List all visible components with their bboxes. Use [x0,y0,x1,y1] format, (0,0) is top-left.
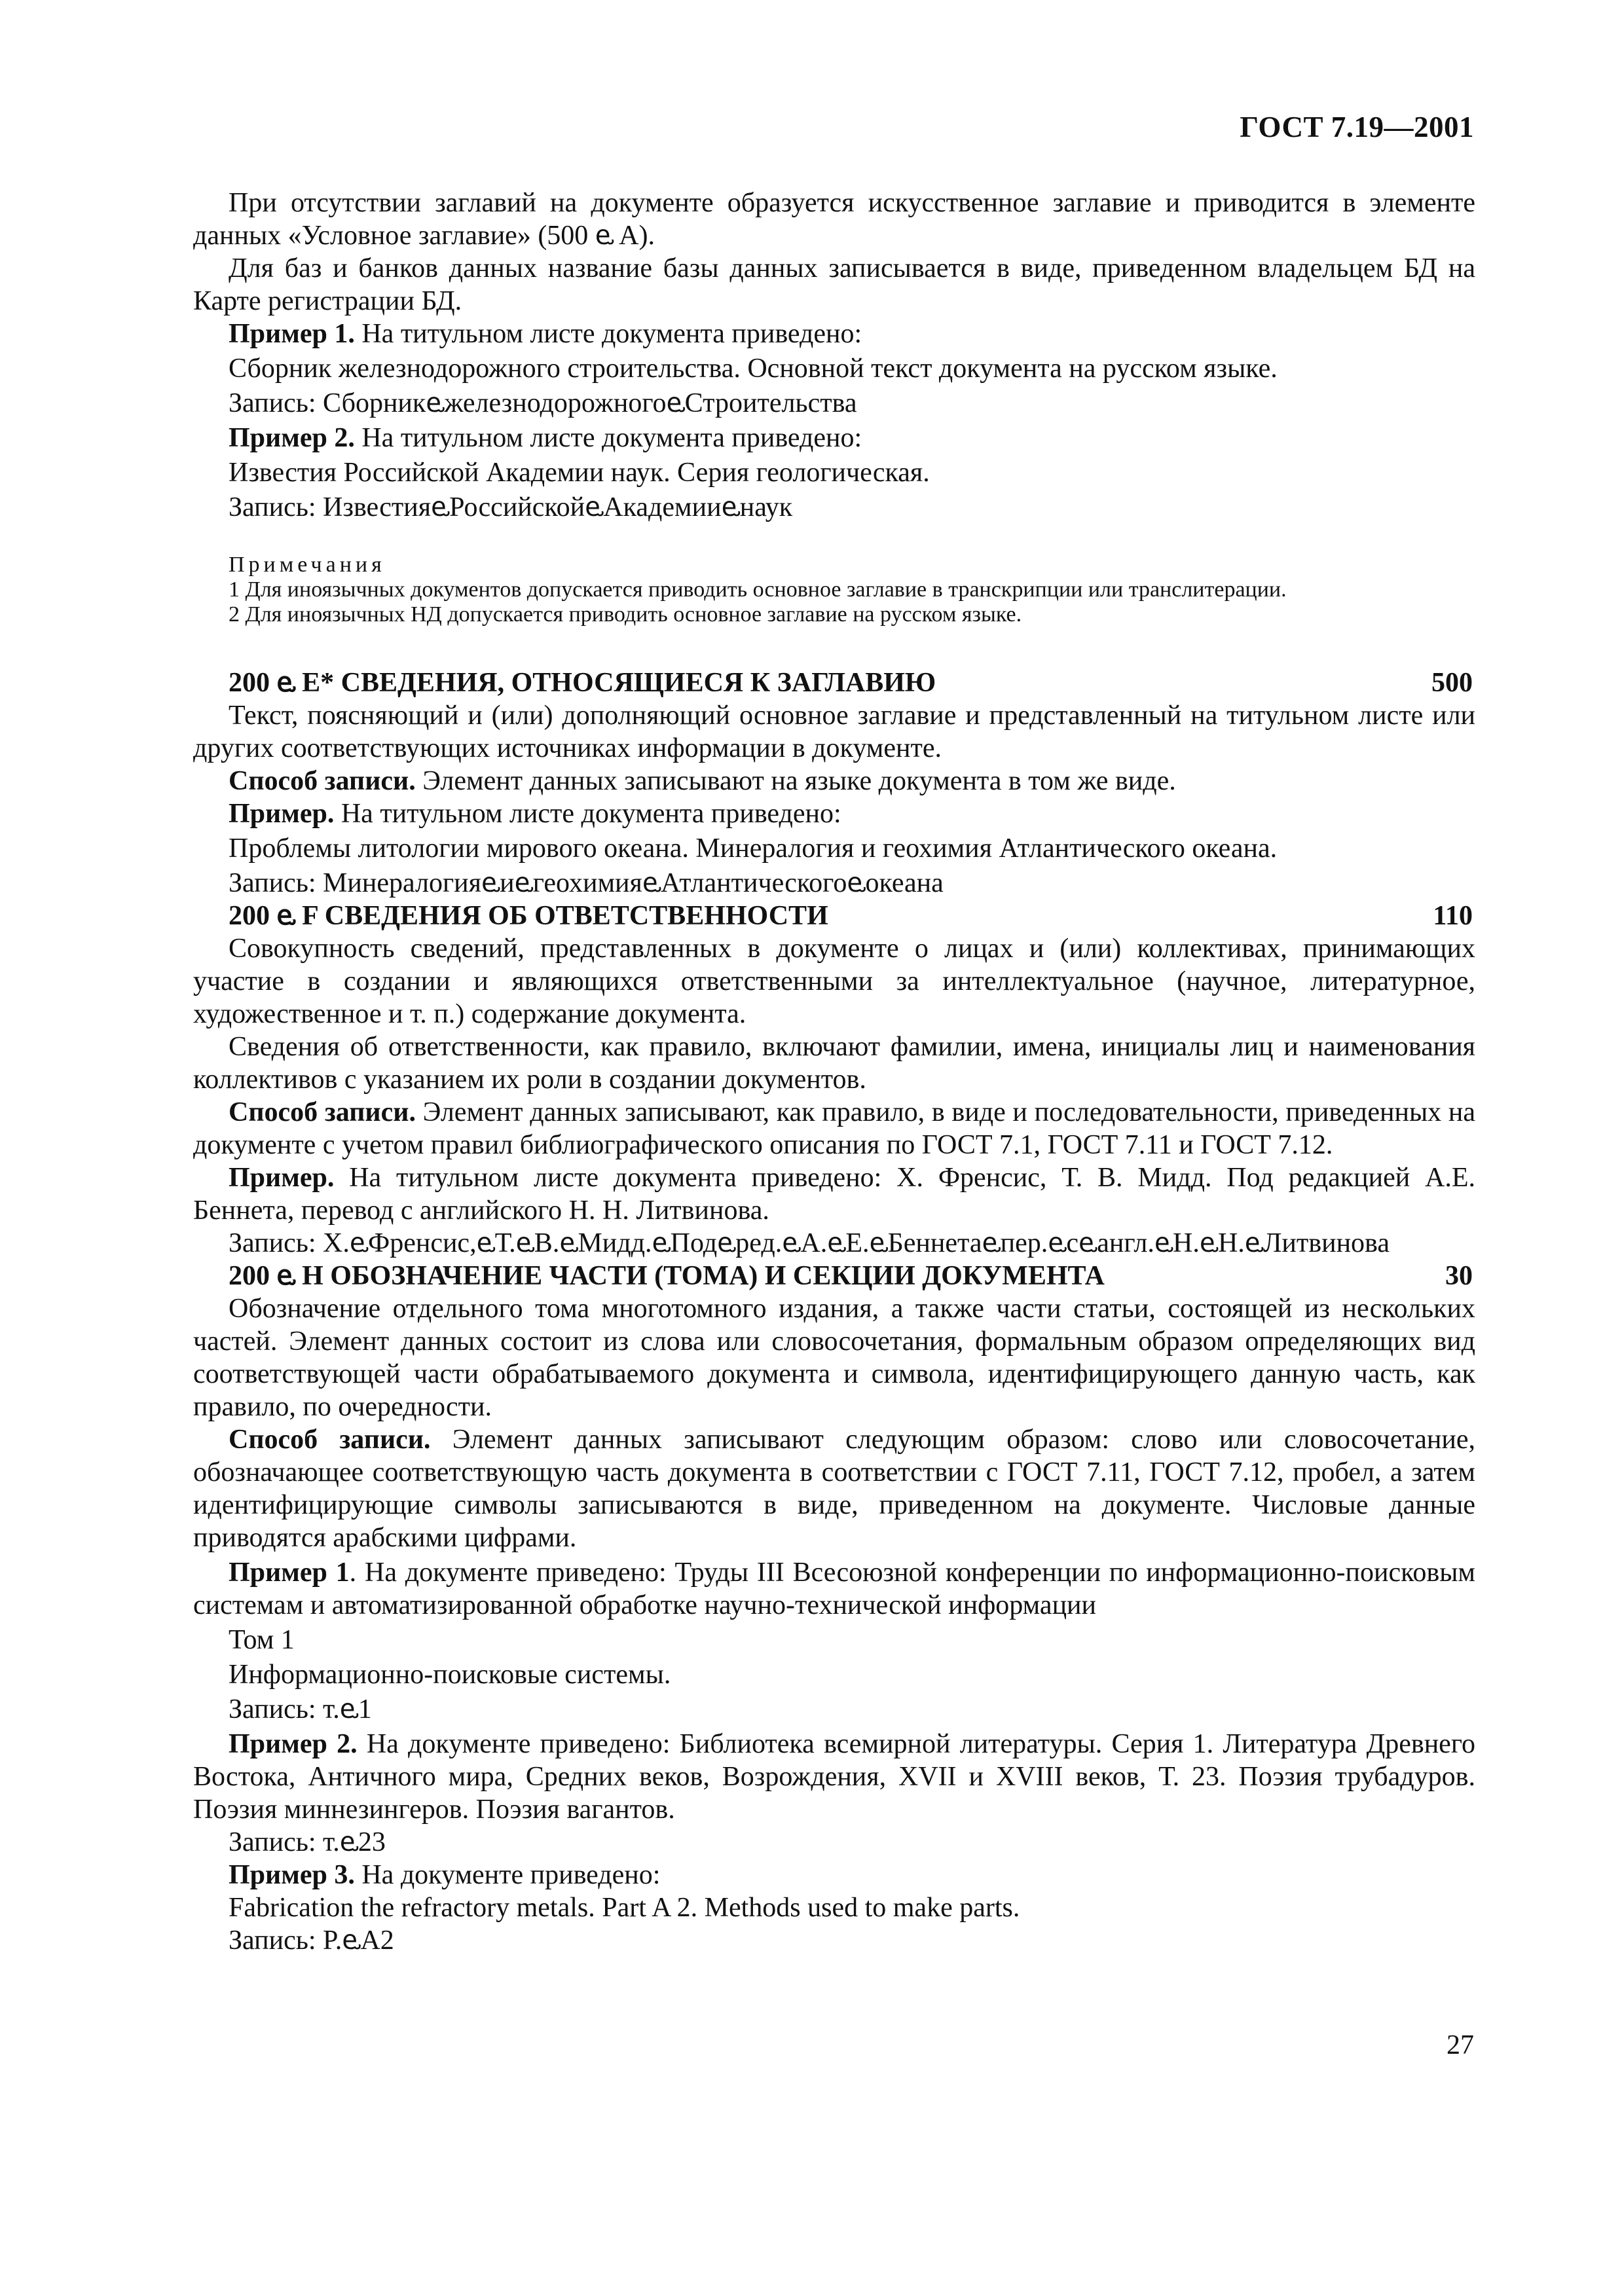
example-2-line: Известия Российской Академии наук. Серия геологическая. [229,458,930,488]
section-e-method [193,765,1475,797]
section-h-example-2-record: Запись: т.ⱸ23 [229,1827,386,1857]
section-e-example [193,797,1475,830]
example-1-label: Пример 1. [229,319,355,349]
section-e-title: 200 ⱸ E* СВЕДЕНИЯ, ОТНОСЯЩИЕСЯ К ЗАГЛАВИЮ [229,668,936,698]
section-f-title: 200 ⱸ F СВЕДЕНИЯ ОБ ОТВЕТСТВЕННОСТИ [229,901,828,931]
section-f-example-record: Запись: Х.ⱸФренсис,ⱸТ.ⱸВ.ⱸМидд.ⱸПодⱸред.ⱸА.ⱸЕ.ⱸБеннетаⱸпер.ⱸсⱸангл.ⱸН.ⱸН.ⱸЛитвинова [229,1228,1390,1258]
intro-paragraph-2: Для баз и банков данных название базы данных записывается в виде, приведенном владельцем БД на Карте регистрации БД. [193,253,1475,316]
section-f-example-label: Пример. [229,1163,335,1193]
section-e-method-label: Способ записи. [229,766,416,796]
section-h-example-1-line-2: Информационно-поисковые системы. [229,1660,671,1690]
section-f-method-label: Способ записи. [229,1097,416,1127]
section-h-example-1-line-1: Том 1 [229,1625,295,1655]
section-h-example-1-text: . На документе приведено: Труды III Всесоюзной конференции по информационно-поисковым системам и автоматизированной обработке научно-технической информации [193,1558,1475,1620]
section-h-example-3-label: Пример 3. [229,1860,355,1890]
section-h-example-3-record: Запись: P.ⱸA2 [229,1925,394,1956]
section-f-paragraph-2: Сведения об ответственности, как правило, включают фамилии, имена, инициалы лиц и наименования коллективов с указанием их роли в создании документов. [193,1032,1475,1095]
section-h-example-2-text: На документе приведено: Библиотека всемирной литературы. Серия 1. Литература Древнего Востока, Античного мира, Средних веков, Возрождения, XVII и XVIII веков, Т. 23. Поэзия трубадуров. Поэзия миннезингеров. Поэзия вагантов. [193,1729,1476,1825]
section-e-paragraph: Текст, поясняющий и (или) дополняющий основное заглавие и представленный на титульном листе или других соответствующих источниках информации в документе. [193,701,1475,763]
example-1-text: На титульном листе документа приведено: [361,319,862,349]
section-h-example-1 [193,1556,1475,1622]
standard-header: ГОСТ 7.19—2001 [1240,111,1474,143]
section-h-method-label: Способ записи. [229,1425,431,1455]
section-e-code: 500 [1431,668,1473,698]
note-1: 1 Для иноязычных документов допускается приводить основное заглавие в транскрипции или транслитерации. [229,577,1287,602]
section-f-method-text: Элемент данных записывают, как правило, в виде и последовательности, приведенных на документе с учетом правил библиографического описания по ГОСТ 7.1, ГОСТ 7.11 и ГОСТ 7.12. [193,1097,1475,1160]
section-h-title: 200 ⱸ H ОБОЗНАЧЕНИЕ ЧАСТИ (ТОМА) И СЕКЦИИ ДОКУМЕНТА [229,1261,1105,1291]
section-h-method-text: Элемент данных записывают следующим образом: слово или словосочетание, обозначающее соответствующую часть документа в соответствии с ГОСТ 7.11, ГОСТ 7.12, пробел, а затем идентифицирующие символы записываются в виде, приведенном на документе. Числовые данные приводятся арабскими цифрами. [193,1425,1475,1553]
page-number: 27 [1447,2030,1474,2060]
section-f-example-text: На титульном листе документа приведено: Х. Френсис, Т. В. Мидд. Под редакцией А.Е. Беннета, перевод с английского Н. Н. Литвинова. [193,1163,1476,1226]
section-f-method [193,1096,1475,1161]
section-f-example [193,1161,1475,1227]
section-e-heading [193,666,1475,699]
section-e-example-label: Пример. [229,799,335,829]
section-f-heading [193,900,1475,932]
intro-paragraph-1: При отсутствии заглавий на документе образуется искусственное заглавие и приводится в элементе данных «Условное заглавие» (500 ⱸ A). [193,188,1475,251]
page-content [193,187,1475,1957]
example-2-record: Запись: ИзвестияⱸРоссийскойⱸАкадемииⱸнаук [229,492,793,522]
example-1 [193,318,1475,350]
section-h-example-3-text: На документе приведено: [361,1860,661,1890]
section-h-example-3 [193,1859,1475,1891]
section-h-paragraph: Обозначение отдельного тома многотомного издания, а также части статьи, состоящей из нескольких частей. Элемент данных состоит из слова или словосочетания, формальным образом определяющих вид соответствующей части обрабатываемого документа и символа, идентифицирующего данную часть, как правило, по очередности. [193,1294,1475,1422]
section-e-method-text: Элемент данных записывают на языке документа в том же виде. [422,766,1176,796]
section-e-example-record: Запись: МинералогияⱸиⱸгеохимияⱸАтлантическогоⱸокеана [229,868,944,898]
section-h-example-3-line: Fabrication the refractory metals. Part A 2. Methods used to make parts. [229,1893,1020,1923]
note-2: 2 Для иноязычных НД допускается приводить основное заглавие на русском языке. [229,602,1022,627]
section-f-paragraph-1: Совокупность сведений, представленных в документе о лицах и (или) коллективах, принимающих участие в создании и являющихся ответственными за интеллектуальное (научное, литературное, художественное и т. п.) содержание документа. [193,934,1475,1029]
section-h-example-2 [193,1728,1475,1826]
example-2 [193,422,1475,454]
notes-title: Примечания [229,553,386,577]
section-h-method [193,1423,1475,1554]
section-f-code: 110 [1433,901,1473,931]
section-e-example-line: Проблемы литологии мирового океана. Минералогия и геохимия Атлантического океана. [229,833,1278,864]
section-h-heading [193,1260,1475,1292]
example-2-label: Пример 2. [229,423,355,453]
example-1-record: Запись: СборникⱸжелезнодорожногоⱸСтроительства [229,388,857,418]
section-h-example-1-label: Пример 1 [229,1558,350,1588]
example-2-text: На титульном листе документа приведено: [361,423,862,453]
section-h-code: 30 [1445,1261,1473,1291]
notes-block [193,553,1475,627]
section-h-example-1-record: Запись: т.ⱸ1 [229,1694,372,1724]
section-e-example-text: На титульном листе документа приведено: [341,799,841,829]
section-h-example-2-label: Пример 2. [229,1729,358,1759]
example-1-line: Сборник железнодорожного строительства. Основной текст документа на русском языке. [229,354,1278,384]
